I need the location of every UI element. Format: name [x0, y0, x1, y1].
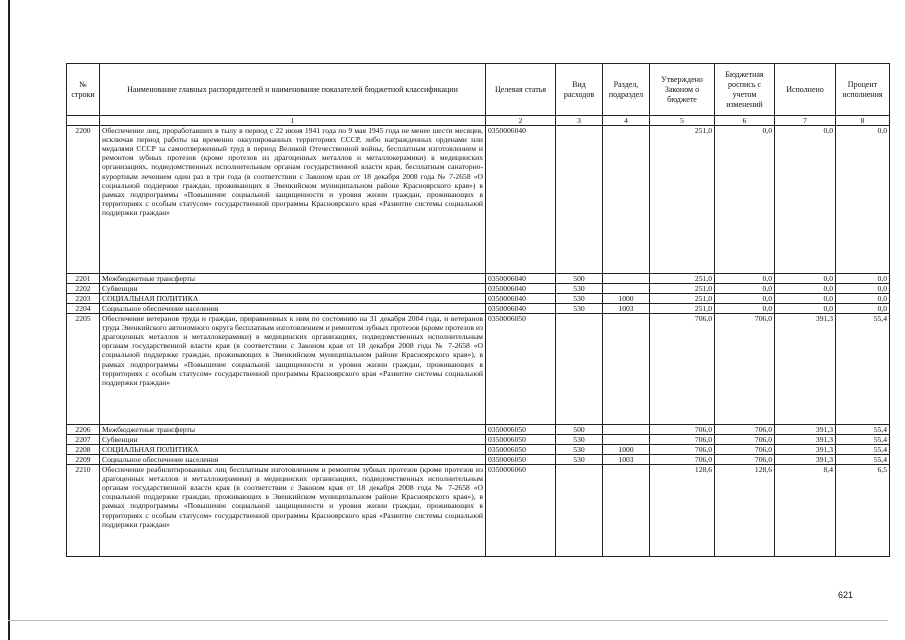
expense-type: [556, 314, 603, 425]
col-number: 8: [836, 116, 890, 126]
col-header-name: Наименование главных распорядителей и наименование показателей бюджетной классификации: [100, 64, 486, 116]
approved-value: 251,0: [650, 126, 715, 274]
budget-value: 706,0: [715, 435, 775, 445]
approved-value: 251,0: [650, 304, 715, 314]
col-number: 1: [100, 116, 486, 126]
approved-value: 251,0: [650, 284, 715, 294]
row-number: 2202: [67, 284, 100, 294]
executed-value: 8,4: [775, 465, 836, 557]
col-header-row-number: № строки: [67, 64, 100, 116]
table-row: [67, 126, 890, 274]
col-header-section: Раздел, подраздел: [603, 64, 650, 116]
expense-type: 530: [556, 304, 603, 314]
table-row: [67, 284, 890, 294]
budget-value: 0,0: [715, 304, 775, 314]
col-number: 7: [775, 116, 836, 126]
row-name: Социальное обеспечение населения: [100, 455, 486, 465]
expense-type: 530: [556, 284, 603, 294]
executed-value: 391,3: [775, 435, 836, 445]
expense-type: 530: [556, 294, 603, 304]
budget-value: 0,0: [715, 274, 775, 284]
expense-type: 530: [556, 435, 603, 445]
target-article: 0350006060: [486, 465, 556, 557]
section: [603, 274, 650, 284]
percent-value: 0,0: [836, 274, 890, 284]
expense-type: 530: [556, 445, 603, 455]
approved-value: 251,0: [650, 294, 715, 304]
row-name: Обеспечение ветеранов труда и граждан, приравненных к ним по состоянию на 31 декабря 2004 года, и ветеранов труда Эвенкийского автономного округа бесплатным изготовлением и ремонтом зубных протезов (кроме протезов из драгоценных металлов и металлокерамики) в медицинских организациях, подведомственных исполнительным органам государственной власти края (в соответствии с Законом края от 18 декабря 2008 года № 7-2658 «О социальной поддержке граждан, проживающих в Эвенкийском муниципальном районе Красноярского края»), в рамках подпрограммы «Повышение социальной защищенности и уровня жизни граждан, проживающих в территориях с особым статусом» государственной программы Красноярского края «Развитие системы социальной поддержки граждан»: [100, 314, 486, 425]
approved-value: 706,0: [650, 435, 715, 445]
section: [603, 465, 650, 557]
executed-value: 391,3: [775, 314, 836, 425]
section: 1000: [603, 294, 650, 304]
table-row: [67, 435, 890, 445]
budget-value: 706,0: [715, 455, 775, 465]
budget-value: 706,0: [715, 314, 775, 425]
row-number: 2203: [67, 294, 100, 304]
executed-value: 0,0: [775, 284, 836, 294]
row-number: 2200: [67, 126, 100, 274]
table-row: [67, 445, 890, 455]
col-number: 2: [486, 116, 556, 126]
row-number: 2206: [67, 425, 100, 435]
budget-value: 0,0: [715, 284, 775, 294]
expense-type: 500: [556, 425, 603, 435]
percent-value: 55,4: [836, 314, 890, 425]
col-header-executed: Исполнено: [775, 64, 836, 116]
approved-value: 706,0: [650, 445, 715, 455]
bottom-rule: [8, 620, 888, 621]
table-row: [67, 465, 890, 557]
row-number: 2204: [67, 304, 100, 314]
expense-type: 500: [556, 274, 603, 284]
target-article: 0350006040: [486, 274, 556, 284]
row-number: 2210: [67, 465, 100, 557]
table-row: [67, 425, 890, 435]
expense-type: [556, 465, 603, 557]
executed-value: 391,3: [775, 425, 836, 435]
executed-value: 391,3: [775, 455, 836, 465]
row-name: Обеспечение лиц, проработавших в тылу в период с 22 июня 1941 года по 9 мая 1945 года не менее шести месяцев, исключая период работы на временно оккупированных территориях СССР, либо награжденных орденами или медалями СССР за самоотверженный труд в период Великой Отечественной войны, бесплатным изготовлением и ремонтом зубных протезов (кроме протезов из драгоценных металлов и металлокерамики) в медицинских организациях, подведомственных исполнительным органам государственной власти края, бесплатным санаторно-курортным лечением один раз в три года (в соответствии с Законом края от 18 декабря 2008 года № 7-2658 «О социальной поддержке граждан, проживающих в Эвенкийском муниципальном районе Красноярского края») в рамках подпрограммы «Повышение социальной защищенности и уровня жизни граждан, проживающих в территориях с особым статусом» государственной программы Красноярского края «Развитие системы социальной поддержки граждан»: [100, 126, 486, 274]
col-header-expense-type: Вид расходов: [556, 64, 603, 116]
expense-type: [556, 126, 603, 274]
col-number: 4: [603, 116, 650, 126]
row-name: Социальное обеспечение населения: [100, 304, 486, 314]
col-header-target: Целевая статья: [486, 64, 556, 116]
expense-type: 530: [556, 455, 603, 465]
section: 1003: [603, 455, 650, 465]
table-row: [67, 455, 890, 465]
col-number: [67, 116, 100, 126]
percent-value: 55,4: [836, 425, 890, 435]
row-number: 2208: [67, 445, 100, 455]
col-header-approved: Утверждено Законом о бюджете: [650, 64, 715, 116]
budget-value: 706,0: [715, 445, 775, 455]
row-number: 2205: [67, 314, 100, 425]
percent-value: 0,0: [836, 126, 890, 274]
col-number: 6: [715, 116, 775, 126]
executed-value: 0,0: [775, 304, 836, 314]
table-row: [67, 304, 890, 314]
row-name: Субвенции: [100, 284, 486, 294]
section: [603, 126, 650, 274]
row-name: СОЦИАЛЬНАЯ ПОЛИТИКА: [100, 445, 486, 455]
row-name: Межбюджетные трансферты: [100, 274, 486, 284]
budget-value: 706,0: [715, 425, 775, 435]
target-article: 0350006040: [486, 126, 556, 274]
section: [603, 425, 650, 435]
target-article: 0350006040: [486, 294, 556, 304]
target-article: 0350006050: [486, 435, 556, 445]
approved-value: 706,0: [650, 455, 715, 465]
percent-value: 55,4: [836, 435, 890, 445]
executed-value: 0,0: [775, 274, 836, 284]
section: [603, 435, 650, 445]
header-row: [67, 64, 890, 116]
percent-value: 0,0: [836, 294, 890, 304]
target-article: 0350006040: [486, 304, 556, 314]
budget-value: 0,0: [715, 126, 775, 274]
target-article: 0350006050: [486, 445, 556, 455]
col-number: 3: [556, 116, 603, 126]
section: 1000: [603, 445, 650, 455]
section: 1003: [603, 304, 650, 314]
executed-value: 0,0: [775, 294, 836, 304]
percent-value: 0,0: [836, 304, 890, 314]
approved-value: 706,0: [650, 425, 715, 435]
row-name: СОЦИАЛЬНАЯ ПОЛИТИКА: [100, 294, 486, 304]
row-name: Межбюджетные трансферты: [100, 425, 486, 435]
target-article: 0350006050: [486, 455, 556, 465]
executed-value: 0,0: [775, 126, 836, 274]
column-number-row: [67, 116, 890, 126]
col-number: 5: [650, 116, 715, 126]
percent-value: 55,4: [836, 455, 890, 465]
budget-value: 0,0: [715, 294, 775, 304]
col-header-budget: Бюджетная роспись с учетом изменений: [715, 64, 775, 116]
table-row: [67, 294, 890, 304]
target-article: 0350006050: [486, 314, 556, 425]
table-row: [67, 274, 890, 284]
percent-value: 0,0: [836, 284, 890, 294]
approved-value: 251,0: [650, 274, 715, 284]
page-number: 621: [838, 590, 854, 600]
target-article: 0350006040: [486, 284, 556, 294]
row-number: 2201: [67, 274, 100, 284]
percent-value: 6,5: [836, 465, 890, 557]
target-article: 0350006050: [486, 425, 556, 435]
row-name: Обеспечение реабилитированных лиц бесплатным изготовлением и ремонтом зубных протезов (кроме протезов из драгоценных металлов и металлокерамики) в медицинских организациях, подведомственных исполнительным органам государственной власти края (в соответствии с Законом края от 18 декабря 2008 года № 7-2658 «О социальной поддержке граждан, проживающих в Эвенкийском муниципальном районе Красноярского края»), в рамках подпрограммы «Повышение социальной защищенности и уровня жизни граждан, проживающих в территориях с особым статусом» государственной программы Красноярского края «Развитие системы социальной поддержки граждан»: [100, 465, 486, 557]
section: [603, 314, 650, 425]
table-row: [67, 314, 890, 425]
row-number: 2207: [67, 435, 100, 445]
section: [603, 284, 650, 294]
percent-value: 55,4: [836, 445, 890, 455]
left-margin-rule: [8, 0, 10, 640]
approved-value: 706,0: [650, 314, 715, 425]
approved-value: 128,6: [650, 465, 715, 557]
budget-table: [66, 63, 890, 557]
budget-value: 128,6: [715, 465, 775, 557]
row-number: 2209: [67, 455, 100, 465]
col-header-percent: Процент исполнения: [836, 64, 890, 116]
row-name: Субвенции: [100, 435, 486, 445]
executed-value: 391,3: [775, 445, 836, 455]
